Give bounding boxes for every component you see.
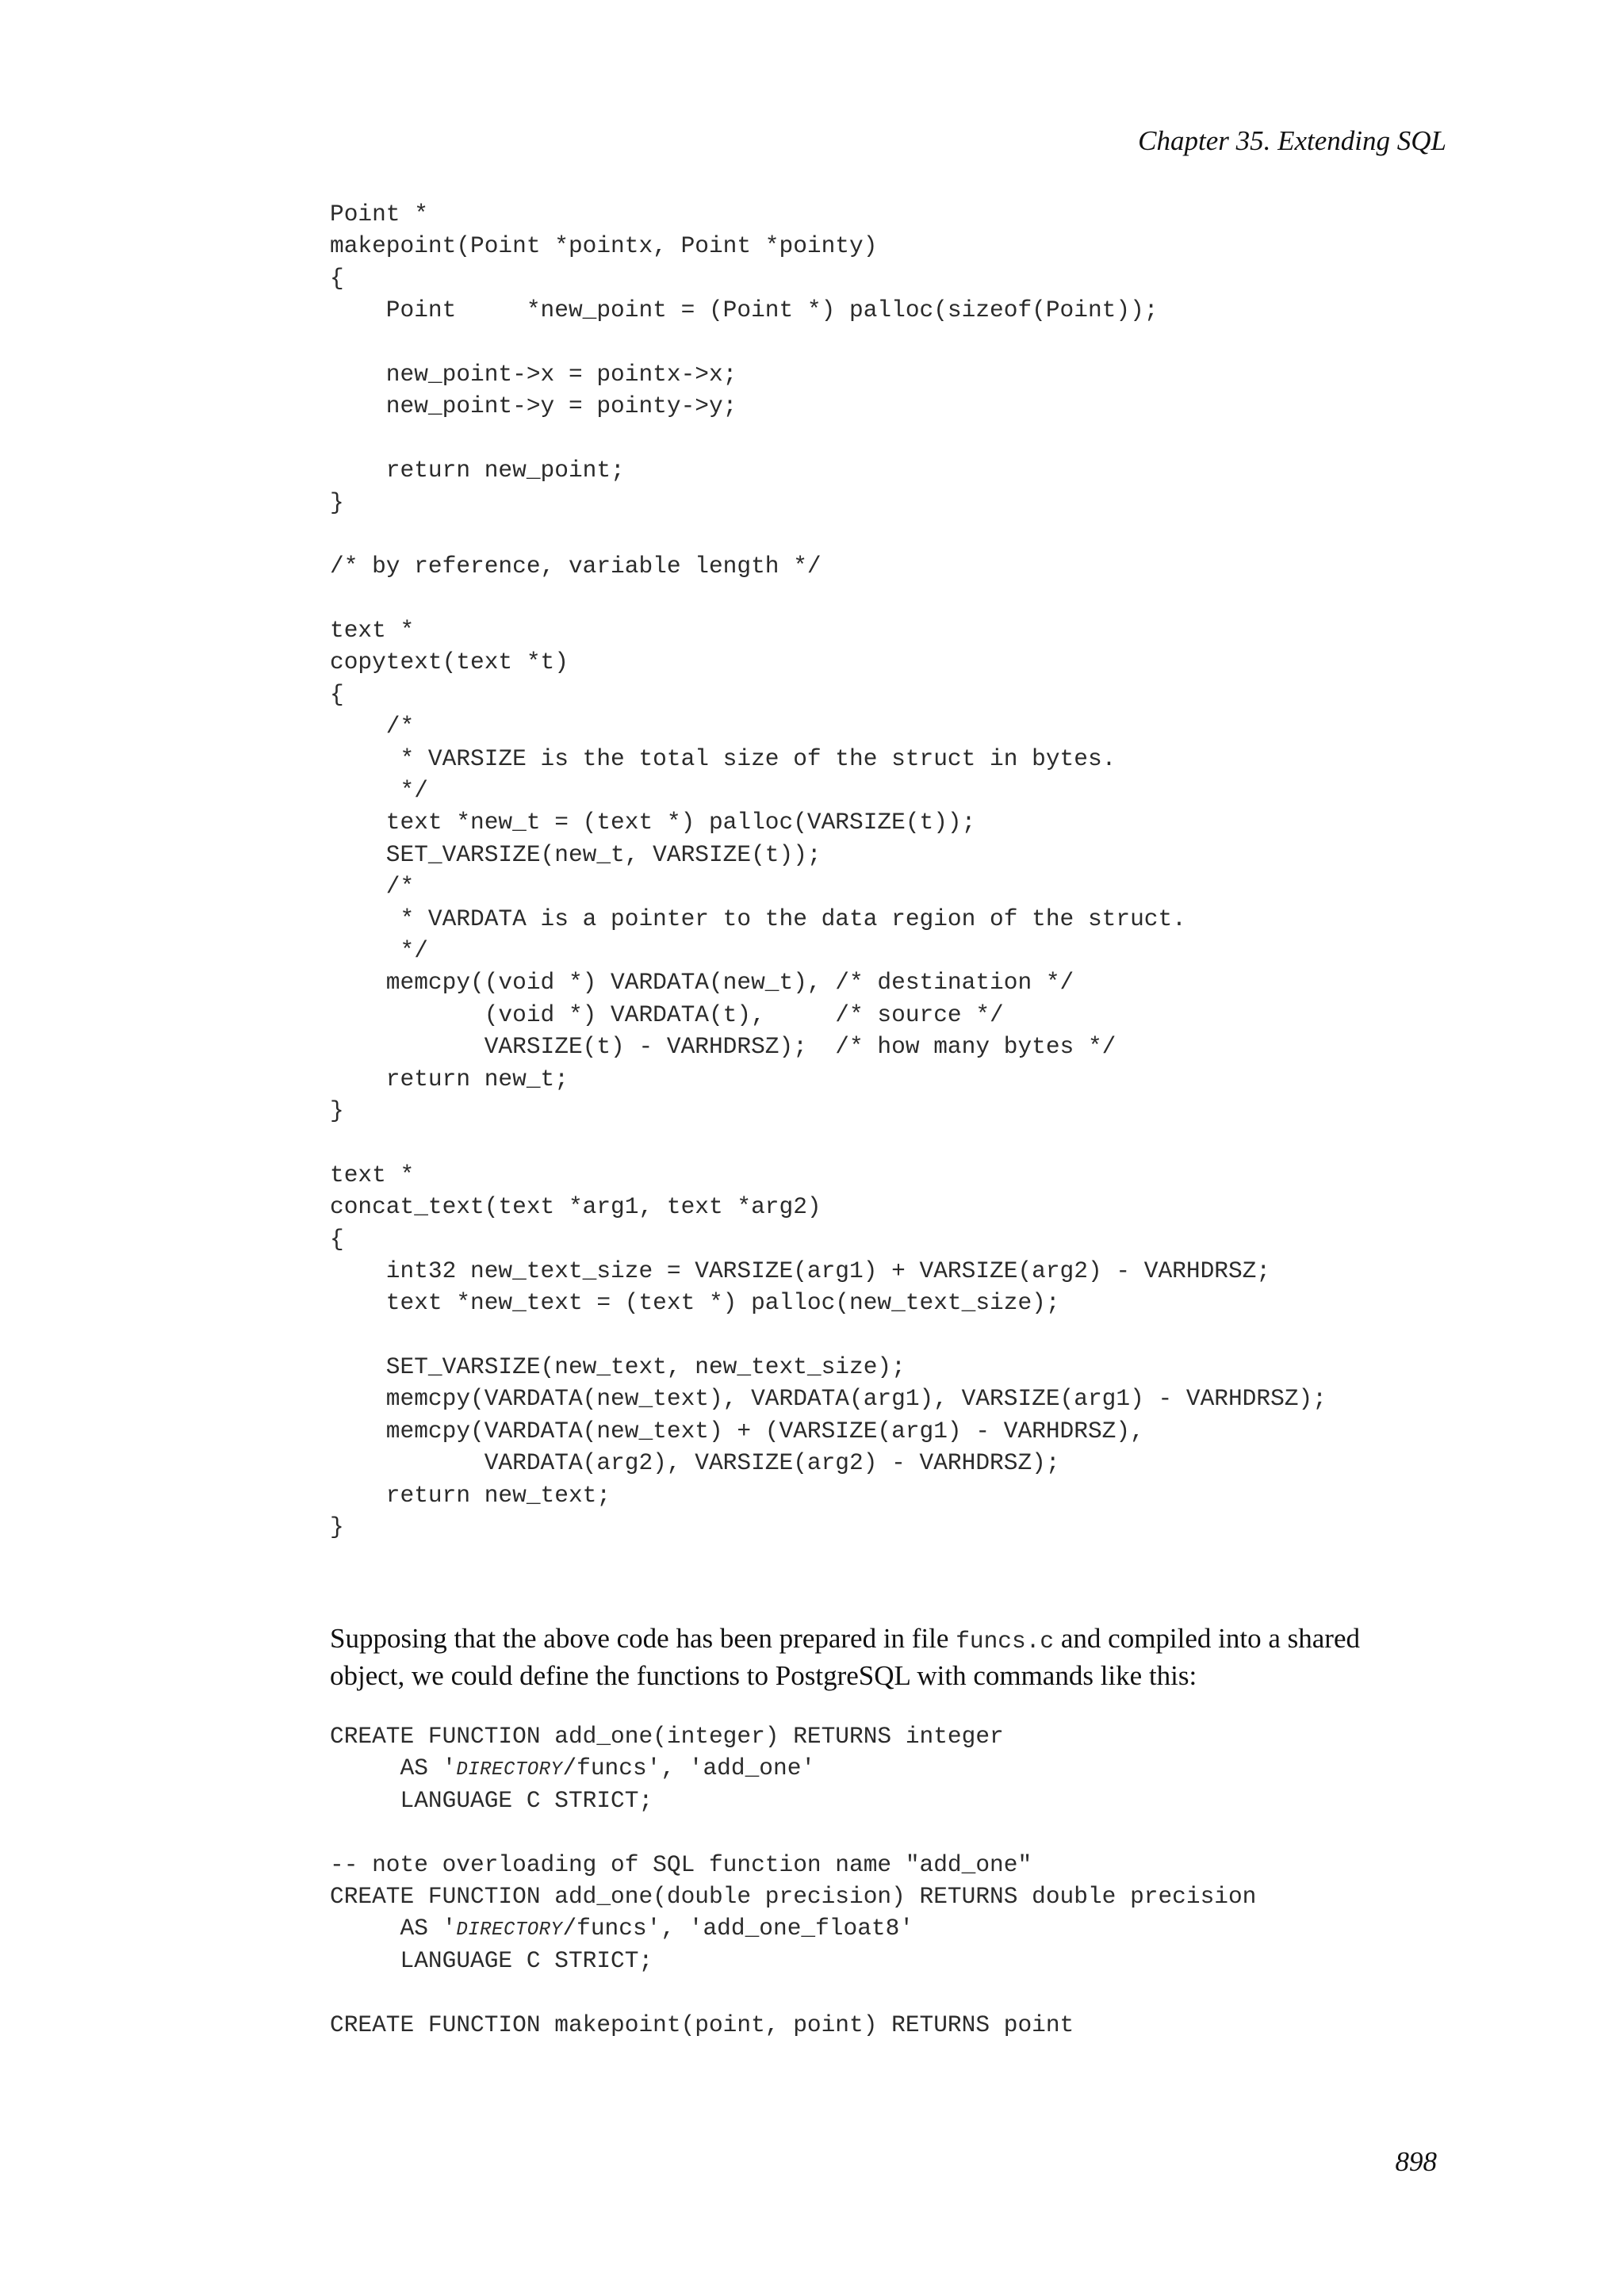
code-line: AS 'DIRECTORY/funcs', 'add_one_float8' [330, 1915, 914, 1942]
paragraph-text-after: and compiled into a shared object, we could define the functions to PostgreSQL with commands like this: [330, 1623, 1360, 1691]
code-line: CREATE FUNCTION add_one(double precision) RETURNS double precision [330, 1882, 1257, 1910]
code-line: new_point->x = pointx->x; [330, 360, 737, 388]
code-line: return new_text; [330, 1481, 611, 1509]
code-line: int32 new_text_size = VARSIZE(arg1) + VARSIZE(arg2) - VARHDRSZ; [330, 1257, 1271, 1284]
code-line: CREATE FUNCTION makepoint(point, point) RETURNS point [330, 2011, 1074, 2038]
code-line: concat_text(text *arg1, text *arg2) [330, 1193, 822, 1221]
page-number: 898 [1395, 2146, 1437, 2177]
code-line: /* [330, 873, 415, 901]
running-header: Chapter 35. Extending SQL [1138, 125, 1446, 156]
code-line: (void *) VARDATA(t), /* source */ [330, 1001, 1004, 1028]
code-line: makepoint(Point *pointx, Point *pointy) [330, 232, 878, 260]
code-line: copytext(text *t) [330, 649, 569, 676]
code-line: return new_t; [330, 1065, 569, 1093]
code-line: } [330, 488, 344, 516]
code-line [330, 1976, 1256, 2008]
code-line: SET_VARSIZE(new_text, new_text_size); [330, 1353, 906, 1381]
code-line: * VARSIZE is the total size of the struct in bytes. [330, 744, 1116, 772]
code-line: { [330, 264, 344, 292]
code-line [330, 1127, 1327, 1158]
code-line: text * [330, 1161, 415, 1188]
code-line [330, 1816, 1256, 1848]
code-line: } [330, 1096, 344, 1124]
code-line: */ [330, 936, 428, 964]
code-line: /* by reference, variable length */ [330, 553, 822, 580]
code-line: memcpy(VARDATA(new_text) + (VARSIZE(arg1) - VARHDRSZ), [330, 1417, 1144, 1445]
code-line: { [330, 680, 344, 708]
code-line: SET_VARSIZE(new_t, VARSIZE(t)); [330, 840, 822, 868]
code-line: LANGUAGE C STRICT; [330, 1786, 653, 1814]
code-line [330, 327, 1327, 358]
code-line: CREATE FUNCTION add_one(integer) RETURNS integer [330, 1723, 1004, 1750]
code-line: memcpy(VARDATA(new_text), VARDATA(arg1), VARSIZE(arg1) - VARHDRSZ); [330, 1385, 1327, 1413]
paragraph-text-before: Supposing that the above code has been prepared in file [330, 1623, 956, 1654]
c-code-block [330, 198, 1327, 1543]
code-line: new_point->y = pointy->y; [330, 392, 737, 420]
code-line: } [330, 1513, 344, 1541]
code-line: text *new_text = (text *) palloc(new_text_size); [330, 1289, 1060, 1317]
code-line: * VARDATA is a pointer to the data region of the struct. [330, 905, 1186, 932]
code-line: VARSIZE(t) - VARHDRSZ); /* how many bytes */ [330, 1033, 1116, 1061]
code-line: memcpy((void *) VARDATA(new_t), /* destination */ [330, 969, 1074, 997]
code-line: */ [330, 777, 428, 805]
directory-placeholder: DIRECTORY [456, 1919, 563, 1942]
code-line: return new_point; [330, 457, 625, 484]
directory-placeholder: DIRECTORY [456, 1759, 563, 1781]
code-line [330, 1319, 1327, 1351]
code-comment-line: -- note overloading of SQL function name "add_one" [330, 1850, 1032, 1878]
code-line: Point *new_point = (Point *) palloc(sizeof(Point)); [330, 297, 1159, 324]
body-paragraph [330, 1621, 1440, 1693]
code-line: { [330, 1225, 344, 1253]
code-line [330, 583, 1327, 614]
code-line: Point * [330, 201, 428, 228]
inline-code-filename: funcs.c [956, 1628, 1055, 1655]
code-line: VARDATA(arg2), VARSIZE(arg2) - VARHDRSZ); [330, 1449, 1060, 1477]
code-line: text * [330, 617, 415, 645]
code-line: LANGUAGE C STRICT; [330, 1946, 653, 1974]
sql-code-block [330, 1720, 1256, 2041]
code-line: /* [330, 713, 415, 740]
code-line [330, 423, 1327, 454]
code-line: text *new_t = (text *) palloc(VARSIZE(t)); [330, 809, 976, 836]
code-line [330, 519, 1327, 550]
code-line: AS 'DIRECTORY/funcs', 'add_one' [330, 1755, 816, 1782]
